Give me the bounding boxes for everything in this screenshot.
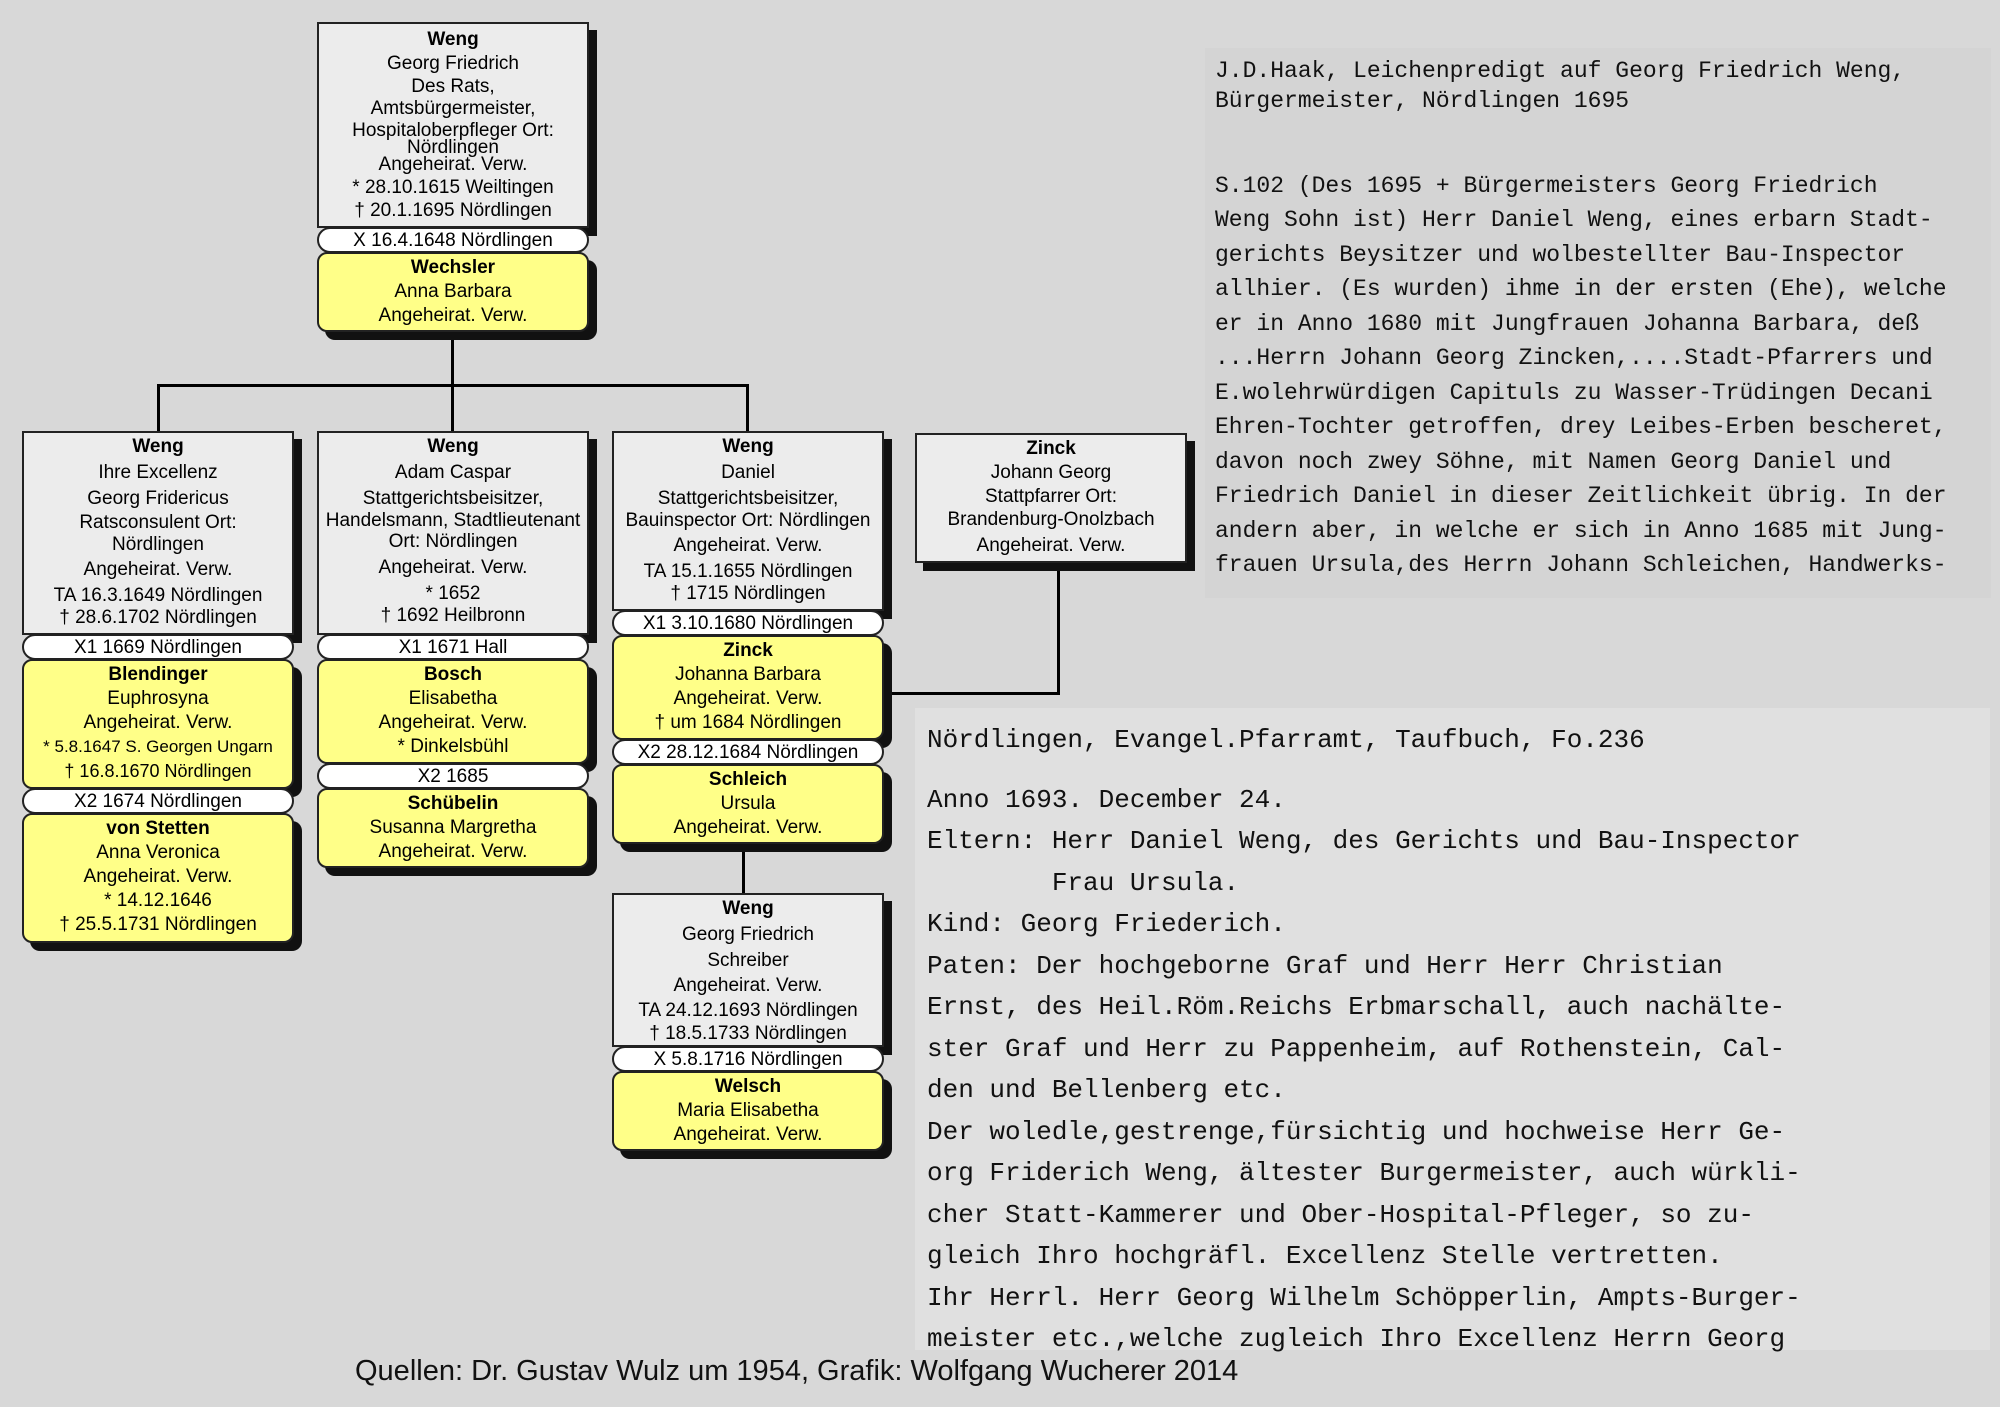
spouse-box-child2-1 [317,659,589,764]
document-excerpt-haak [1205,48,1991,598]
spouse-box-mother [317,252,589,332]
spouse-box-child3-2 [612,764,884,844]
marriage-label: X 5.8.1716 Nördlingen [612,1046,884,1072]
connector-line [746,384,749,432]
detail-line: * 28.10.1615 Weiltingen [352,177,554,198]
connector-line [157,384,160,432]
document-line: Ehren-Tochter getroffen, drey Leibes-Erben bescheret, [1215,414,1947,440]
detail-line: Angeheirat. Verw. [378,557,528,578]
surname: von Stetten [106,818,210,839]
detail-line: Georg Friedrich [682,924,814,945]
detail-line: † 1715 Nördlingen [670,583,826,604]
detail-line: Angeheirat. Verw. [83,866,233,887]
document-line: Bürgermeister, Nördlingen 1695 [1215,87,1630,114]
detail-line: Georg Fridericus [87,488,229,509]
detail-line: Angeheirat. Verw. [83,559,233,580]
document-line: den und Bellenberg etc. [927,1075,1286,1105]
detail-line: Ihre Excellenz [98,462,218,483]
detail-line: Ort: Nördlingen [388,531,518,552]
document-line: E.wolehrwürdigen Capituls zu Wasser-Trüdingen Decani [1215,379,1933,406]
detail-line: † 1692 Heilbronn [380,605,526,626]
detail-line: Nördlingen [112,534,204,555]
marriage-label: X2 1674 Nördlingen [22,788,294,814]
detail-line: Adam Caspar [394,462,512,483]
detail-line: * 14.12.1646 [104,890,212,911]
detail-line: * 1652 [425,583,481,604]
surname: Blendinger [108,664,208,685]
detail-line: Hospitaloberpfleger Ort: [352,120,554,141]
document-line: meister etc.,welche zugleich Ihro Excellenz Herrn Georg [927,1324,1786,1354]
document-line: frauen Ursula,des Herrn Johann Schleichen, Handwerks- [1215,552,1947,578]
detail-line: † 25.5.1731 Nördlingen [59,914,257,935]
detail-line: Brandenburg-Onolzbach [947,509,1155,530]
marriage-label: X1 3.10.1680 Nördlingen [612,610,884,636]
detail-line: * Dinkelsbühl [397,736,509,757]
surname: Zinck [1026,438,1076,459]
detail-line: Nördlingen [407,137,499,158]
surname: Weng [722,898,774,919]
person-box-father [317,22,589,228]
detail-line: † 28.6.1702 Nördlingen [59,607,257,628]
detail-line: Angeheirat. Verw. [378,841,528,862]
detail-line: Angeheirat. Verw. [673,688,823,709]
detail-line: Angeheirat. Verw. [378,712,528,733]
document-line: Kind: Georg Friederich. [927,909,1286,939]
document-line: er in Anno 1680 mit Jungfrauen Johanna Barbara, deß [1215,310,1919,337]
document-line: davon noch zwey Söhne, mit Namen Georg Daniel und [1215,448,1892,475]
document-line: org Friderich Weng, ältester Burgermeister, auch würkli- [927,1158,1801,1188]
document-line: Der woledle,gestrenge,fürsichtig und hochweise Herr Ge- [927,1116,1786,1147]
spouse-box-child1-2 [22,813,294,943]
surname: Bosch [423,664,483,685]
document-line: J.D.Haak, Leichenpredigt auf Georg Friedrich Weng, [1215,58,1906,84]
detail-line: Stattpfarrer Ort: [985,486,1117,507]
surname: Wechsler [410,257,496,278]
document-line: Eltern: Herr Daniel Weng, des Gerichts und Bau-Inspector [927,826,1801,856]
detail-line: Angeheirat. Verw. [673,535,823,556]
person-box-child1 [22,431,294,635]
person-box-zinck [915,433,1187,563]
detail-line: Amtsbürgermeister, [370,98,536,119]
detail-line: Schreiber [707,950,789,971]
detail-line: Johann Georg [990,462,1112,483]
surname: Welsch [714,1076,782,1097]
document-line: Friedrich Daniel in dieser Zeitlichkeit übrig. In der [1215,483,1947,509]
detail-line: Ratsconsulent Ort: [79,512,237,533]
spouse-box-grandchild [612,1071,884,1151]
detail-line: Georg Friedrich [387,53,519,74]
detail-line: TA 15.1.1655 Nördlingen [643,561,853,582]
document-line: gerichts Beysitzer und wolbestellter Bau-Inspector [1215,241,1906,268]
document-line: gleich Ihro hochgräfl. Excellenz Stelle vertretten. [927,1241,1723,1271]
connector-line [1057,563,1060,694]
detail-line: Anna Barbara [394,281,512,302]
marriage-label: X1 1671 Hall [317,634,589,660]
spouse-box-child1-1 [22,659,294,789]
detail-line: TA 16.3.1649 Nördlingen [53,585,263,606]
detail-line: Bauinspector Ort: Nördlingen [625,510,871,531]
detail-line: Angeheirat. Verw. [378,305,528,326]
detail-line: † 18.5.1733 Nördlingen [649,1023,847,1044]
marriage-label: X 16.4.1648 Nördlingen [317,227,589,253]
surname: Weng [427,29,479,50]
document-line: Frau Ursula. [927,867,1240,898]
document-excerpt-taufbuch [915,708,1990,1354]
detail-line: † um 1684 Nördlingen [654,712,842,733]
detail-line: Angeheirat. Verw. [976,535,1126,556]
document-line: ster Graf und Herr zu Pappenheim, auf Rothenstein, Cal- [927,1033,1786,1064]
surname: Zinck [723,640,773,661]
detail-line: * 5.8.1647 S. Georgen Ungarn [43,737,273,756]
detail-line: Handelsmann, Stadtlieutenant [325,510,581,531]
marriage-label: X1 1669 Nördlingen [22,634,294,660]
detail-line: Johanna Barbara [675,664,821,685]
detail-line: Daniel [721,462,775,483]
detail-line: Angeheirat. Verw. [673,1124,823,1145]
detail-line: † 16.8.1670 Nördlingen [64,761,252,781]
person-box-child3 [612,431,884,611]
source-caption: Quellen: Dr. Gustav Wulz um 1954, Grafik: Wolfgang Wucherer 2014 [355,1355,1239,1387]
surname: Schübelin [407,793,499,814]
connector-line [451,384,454,432]
document-line: Weng Sohn ist) Herr Daniel Weng, eines erbarn Stadt- [1215,207,1933,233]
connector-line [742,842,745,894]
document-line: andern aber, in welche er sich in Anno 1685 mit Jung- [1215,517,1947,544]
detail-line: † 20.1.1695 Nördlingen [354,200,552,221]
detail-line: Maria Elisabetha [677,1100,819,1121]
detail-line: Stattgerichtsbeisitzer, [362,488,544,509]
person-box-grandchild [612,893,884,1047]
connector-line [884,692,1060,695]
connector-line [451,338,454,386]
detail-line: Angeheirat. Verw. [673,975,823,996]
surname: Schleich [708,769,788,790]
detail-line: Angeheirat. Verw. [378,154,528,175]
spouse-box-child3-1 [612,635,884,740]
detail-line: Angeheirat. Verw. [83,712,233,733]
detail-line: Stattgerichtsbeisitzer, [657,488,839,509]
document-line [1215,113,1981,169]
detail-line: Angeheirat. Verw. [673,817,823,838]
detail-line: Des Rats, [411,76,495,97]
surname: Weng [427,436,479,457]
detail-line: Euphrosyna [107,688,209,709]
document-line: Ernst, des Heil.Röm.Reichs Erbmarschall, auch nachälte- [927,992,1786,1022]
surname: Weng [722,436,774,457]
document-line: allhier. (Es wurden) ihme in der ersten (Ehe), welche [1215,276,1947,302]
document-line: cher Statt-Kammerer und Ober-Hospital-Pfleger, so zu- [927,1199,1754,1230]
document-line: Nördlingen, Evangel.Pfarramt, Taufbuch, Fo.236 [927,725,1645,755]
detail-line: Susanna Margretha [369,817,537,838]
document-line: ...Herrn Johann Georg Zincken,....Stadt-Pfarrers und [1215,345,1933,371]
detail-line: Ursula [720,793,776,814]
document-line: Paten: Der hochgeborne Graf und Herr Herr Christian [927,950,1723,981]
spouse-box-child2-2 [317,788,589,868]
detail-line: Anna Veronica [96,842,220,863]
person-box-child2 [317,431,589,635]
detail-line: Elisabetha [408,688,498,709]
marriage-label: X2 28.12.1684 Nördlingen [612,739,884,765]
surname: Weng [132,436,184,457]
document-line: S.102 (Des 1695 + Bürgermeisters Georg Friedrich [1215,172,1878,199]
document-line: Ihr Herrl. Herr Georg Wilhelm Schöpperlin, Ampts-Burger- [927,1282,1801,1313]
marriage-label: X2 1685 [317,763,589,789]
detail-line: TA 24.12.1693 Nördlingen [638,1000,858,1021]
document-line: Anno 1693. December 24. [927,784,1286,815]
